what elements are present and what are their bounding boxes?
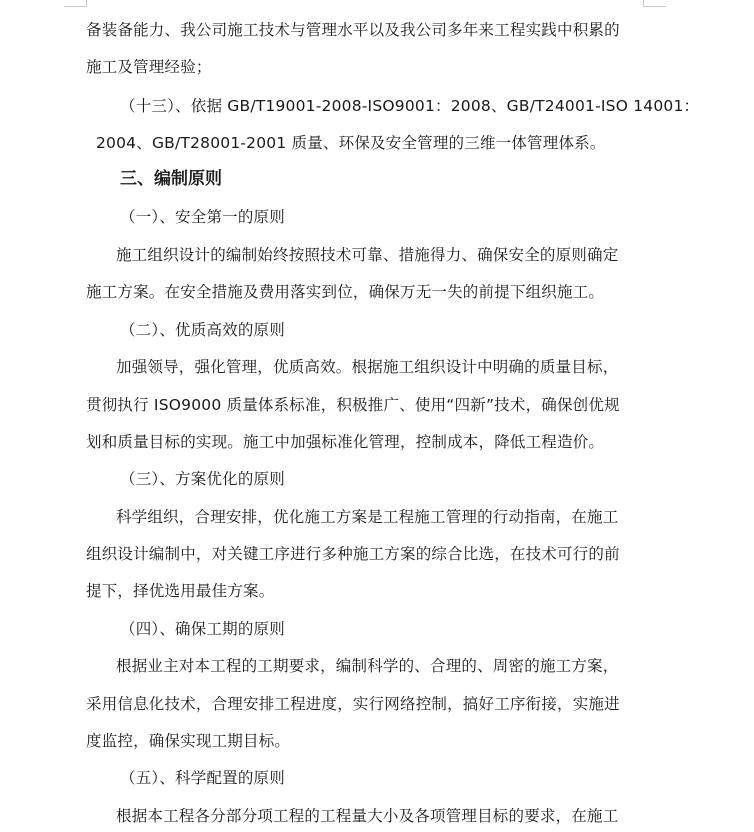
paragraph-line: 采用信息化技术，合理安排工程进度，实行网络控制，搞好工序衔接，实施进	[86, 695, 620, 713]
paragraph-line: 组织设计编制中，对关键工序进行多种施工方案的综合比选，在技术可行的前	[86, 545, 620, 563]
paragraph-line: 划和质量目标的实现。施工中加强标准化管理，控制成本，降低工程造价。	[86, 433, 605, 451]
paragraph-line: 根据本工程各分部分项工程的工程量大小及各项管理目标的要求，在施工	[116, 807, 619, 825]
paragraph-line: 科学组织，合理安排，优化施工方案是工程施工管理的行动指南，在施工	[116, 508, 619, 526]
paragraph-line: 提下，择优选用最佳方案。	[86, 582, 275, 600]
subsection-heading-1: （一）、安全第一的原则	[120, 208, 285, 226]
paragraph-line: 根据业主对本工程的工期要求，编制科学的、合理的、周密的施工方案，	[116, 657, 619, 675]
paragraph-line: 2004、GB/T28001-2001 质量、环保及安全管理的三维一体管理体系。	[96, 134, 606, 152]
crop-mark-right-horizontal	[643, 6, 666, 7]
crop-mark-left-horizontal	[64, 6, 87, 7]
section-heading: 三、编制原则	[120, 169, 222, 189]
subsection-heading-3: （三）、方案优化的原则	[120, 470, 285, 488]
paragraph-line: 备装备能力、我公司施工技术与管理水平以及我公司多年来工程实践中积累的	[86, 21, 620, 39]
paragraph-line: 加强领导，强化管理，优质高效。根据施工组织设计中明确的质量目标，	[116, 358, 619, 376]
paragraph-line: 施工方案。在安全措施及费用落实到位，确保万无一失的前提下组织施工。	[86, 283, 605, 301]
paragraph-line: 贯彻执行 ISO9000 质量体系标准，积极推广、使用“四新”技术，确保创优规	[86, 396, 620, 414]
list-item-13: （十三）、依据 GB/T19001-2008-ISO9001：2008、GB/T24001-ISO 14001：	[120, 97, 700, 115]
paragraph-line: 度监控，确保实现工期目标。	[86, 732, 291, 750]
paragraph-line: 施工组织设计的编制始终按照技术可靠、措施得力、确保安全的原则确定	[116, 246, 619, 264]
paragraph-line: 施工及管理经验；	[86, 58, 212, 76]
subsection-heading-5: （五）、科学配置的原则	[120, 769, 285, 787]
subsection-heading-4: （四）、确保工期的原则	[120, 620, 285, 638]
subsection-heading-2: （二）、优质高效的原则	[120, 321, 285, 339]
